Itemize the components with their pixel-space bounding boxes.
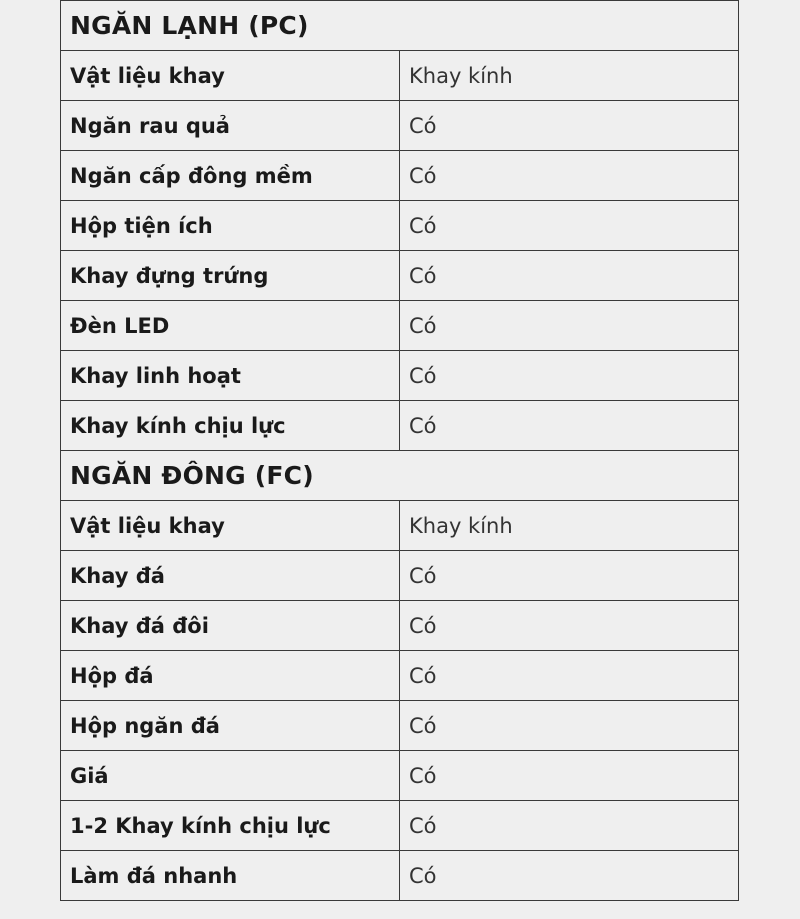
- row-value: Có: [400, 551, 739, 601]
- row-value: Có: [400, 751, 739, 801]
- section-title: NGĂN LẠNH (PC): [61, 1, 739, 51]
- spec-table: [60, 0, 739, 901]
- row-value: Có: [400, 251, 739, 301]
- table-row: [61, 151, 739, 201]
- row-value: Có: [400, 401, 739, 451]
- row-value: Khay kính: [400, 51, 739, 101]
- table-row: [61, 701, 739, 751]
- table-row: [61, 501, 739, 551]
- table-row: [61, 351, 739, 401]
- row-value: Có: [400, 201, 739, 251]
- row-label: Khay đựng trứng: [61, 251, 400, 301]
- row-value: Có: [400, 101, 739, 151]
- row-label: 1-2 Khay kính chịu lực: [61, 801, 400, 851]
- row-label: Giá: [61, 751, 400, 801]
- row-value: Có: [400, 851, 739, 901]
- table-row: [61, 551, 739, 601]
- row-label: Ngăn cấp đông mềm: [61, 151, 400, 201]
- row-label: Khay đá: [61, 551, 400, 601]
- row-value: Có: [400, 301, 739, 351]
- table-row: [61, 101, 739, 151]
- table-row: [61, 651, 739, 701]
- table-row: [61, 401, 739, 451]
- table-row: [61, 751, 739, 801]
- row-value: Có: [400, 151, 739, 201]
- row-label: Hộp tiện ích: [61, 201, 400, 251]
- section-title: NGĂN ĐÔNG (FC): [61, 451, 739, 501]
- row-value: Khay kính: [400, 501, 739, 551]
- row-label: Vật liệu khay: [61, 501, 400, 551]
- table-row: [61, 851, 739, 901]
- table-row: [61, 801, 739, 851]
- row-label: Vật liệu khay: [61, 51, 400, 101]
- row-label: Làm đá nhanh: [61, 851, 400, 901]
- row-value: Có: [400, 601, 739, 651]
- row-value: Có: [400, 801, 739, 851]
- table-row: [61, 601, 739, 651]
- row-label: Khay kính chịu lực: [61, 401, 400, 451]
- row-value: Có: [400, 651, 739, 701]
- table-row: [61, 201, 739, 251]
- row-value: Có: [400, 351, 739, 401]
- table-row: [61, 51, 739, 101]
- row-value: Có: [400, 701, 739, 751]
- row-label: Đèn LED: [61, 301, 400, 351]
- table-row: [61, 301, 739, 351]
- section-header-freezer: [61, 451, 739, 501]
- row-label: Hộp đá: [61, 651, 400, 701]
- row-label: Hộp ngăn đá: [61, 701, 400, 751]
- table-row: [61, 251, 739, 301]
- section-header-fridge: [61, 1, 739, 51]
- row-label: Khay đá đôi: [61, 601, 400, 651]
- row-label: Khay linh hoạt: [61, 351, 400, 401]
- row-label: Ngăn rau quả: [61, 101, 400, 151]
